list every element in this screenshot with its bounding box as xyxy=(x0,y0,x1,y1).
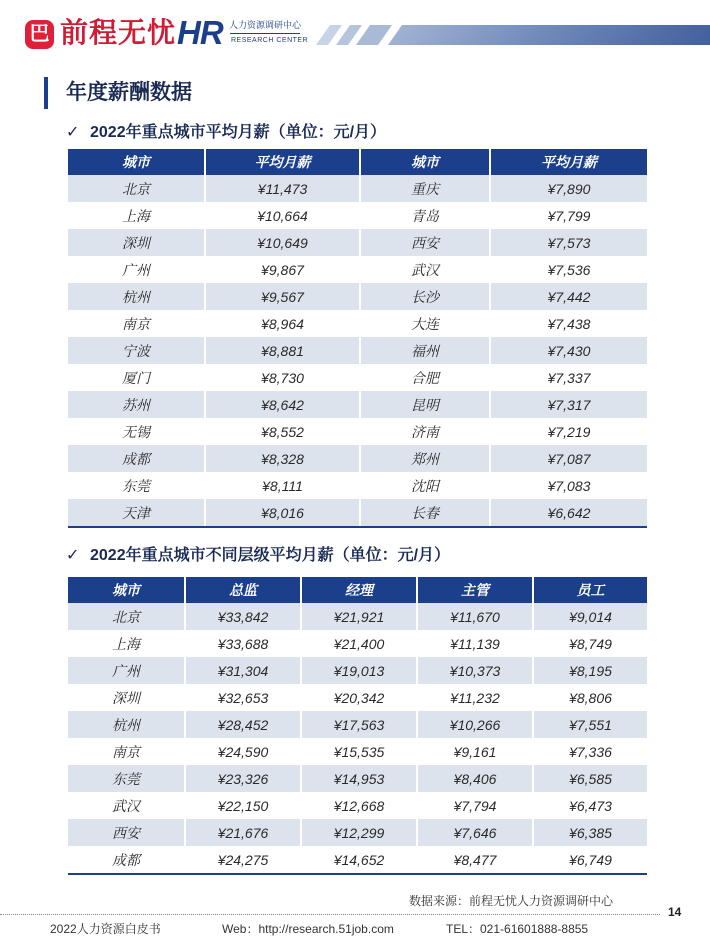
table-cell: 深圳 xyxy=(68,684,185,711)
table-cell: ¥21,921 xyxy=(301,603,417,630)
table-cell: ¥21,400 xyxy=(301,630,417,657)
table-cell: 深圳 xyxy=(68,229,205,256)
table-cell: ¥6,473 xyxy=(533,792,647,819)
hr-divider xyxy=(230,33,300,34)
table-cell: ¥8,477 xyxy=(417,846,533,874)
table-cell: 成都 xyxy=(68,846,185,874)
table1-heading: ✓ 2022年重点城市平均月薪（单位：元/月） xyxy=(66,122,386,144)
table-header-row xyxy=(68,577,647,603)
footer-book-title: 2022人力资源白皮书 xyxy=(50,922,161,936)
table-cell: ¥7,438 xyxy=(490,310,647,337)
table-cell: 郑州 xyxy=(360,445,490,472)
column-header: 经理 xyxy=(301,577,417,603)
table-cell: 东莞 xyxy=(68,765,185,792)
table-cell: ¥12,299 xyxy=(301,819,417,846)
table-row xyxy=(68,283,647,310)
footer-web: Web：http://research.51job.com xyxy=(222,922,394,936)
table-row xyxy=(68,364,647,391)
column-header: 平均月薪 xyxy=(205,149,360,175)
table-cell: ¥10,649 xyxy=(205,229,360,256)
table-cell: ¥11,139 xyxy=(417,630,533,657)
level-salary-table xyxy=(68,577,647,875)
table-cell: 福州 xyxy=(360,337,490,364)
table-cell: ¥21,676 xyxy=(185,819,301,846)
table-row xyxy=(68,657,647,684)
column-header: 城市 xyxy=(68,149,205,175)
column-header: 员工 xyxy=(533,577,647,603)
table-cell: 武汉 xyxy=(360,256,490,283)
table-cell: 成都 xyxy=(68,445,205,472)
table-cell: ¥7,573 xyxy=(490,229,647,256)
brand-logo-icon: 巴 xyxy=(25,20,54,49)
table-cell: ¥7,430 xyxy=(490,337,647,364)
table-cell: ¥10,266 xyxy=(417,711,533,738)
table-cell: ¥7,087 xyxy=(490,445,647,472)
table-cell: ¥24,590 xyxy=(185,738,301,765)
table-cell: 合肥 xyxy=(360,364,490,391)
header-stripes xyxy=(315,25,710,45)
footer-divider xyxy=(0,914,660,915)
table-cell: ¥6,749 xyxy=(533,846,647,874)
table-cell: 大连 xyxy=(360,310,490,337)
table-cell: ¥28,452 xyxy=(185,711,301,738)
section-accent-bar xyxy=(44,77,48,109)
section-title: 年度薪酬数据 xyxy=(66,81,192,104)
table-cell: ¥23,326 xyxy=(185,765,301,792)
table-cell: ¥8,749 xyxy=(533,630,647,657)
table-cell: 长春 xyxy=(360,499,490,527)
table-cell: ¥7,799 xyxy=(490,202,647,229)
hr-logo: HR xyxy=(177,14,223,51)
table-cell: 重庆 xyxy=(360,175,490,202)
table-cell: ¥7,219 xyxy=(490,418,647,445)
table-cell: ¥8,730 xyxy=(205,364,360,391)
table-cell: ¥7,317 xyxy=(490,391,647,418)
table-cell: ¥8,642 xyxy=(205,391,360,418)
table-cell: 南京 xyxy=(68,738,185,765)
checkmark-icon: ✓ xyxy=(66,124,80,141)
table-cell: ¥14,953 xyxy=(301,765,417,792)
table-cell: ¥6,385 xyxy=(533,819,647,846)
table-cell: ¥10,664 xyxy=(205,202,360,229)
table-row xyxy=(68,418,647,445)
table-cell: 武汉 xyxy=(68,792,185,819)
table-cell: ¥31,304 xyxy=(185,657,301,684)
table-cell: ¥7,890 xyxy=(490,175,647,202)
table-row xyxy=(68,229,647,256)
table-cell: ¥15,535 xyxy=(301,738,417,765)
footer-tel: TEL：021-61601888-8855 xyxy=(446,922,589,936)
table-cell: ¥8,406 xyxy=(417,765,533,792)
table-row xyxy=(68,445,647,472)
table-cell: ¥8,195 xyxy=(533,657,647,684)
table-cell: ¥7,083 xyxy=(490,472,647,499)
table-cell: ¥7,551 xyxy=(533,711,647,738)
table-cell: ¥8,552 xyxy=(205,418,360,445)
column-header: 城市 xyxy=(360,149,490,175)
hr-center-cn: 人力资源调研中心 xyxy=(229,20,302,30)
table-row xyxy=(68,765,647,792)
table-cell: 西安 xyxy=(360,229,490,256)
table-cell: 济南 xyxy=(360,418,490,445)
table-cell: ¥7,337 xyxy=(490,364,647,391)
table-cell: 长沙 xyxy=(360,283,490,310)
table-row xyxy=(68,603,647,630)
table-row xyxy=(68,175,647,202)
table-cell: ¥20,342 xyxy=(301,684,417,711)
table-cell: ¥11,232 xyxy=(417,684,533,711)
table-cell: 厦门 xyxy=(68,364,205,391)
hr-center-en: RESEARCH CENTER xyxy=(231,37,309,44)
table-cell: 南京 xyxy=(68,310,205,337)
table-cell: 广州 xyxy=(68,256,205,283)
table-row xyxy=(68,684,647,711)
table-cell: 杭州 xyxy=(68,283,205,310)
table-row xyxy=(68,472,647,499)
table-cell: 天津 xyxy=(68,499,205,527)
table-row xyxy=(68,310,647,337)
table-row xyxy=(68,499,647,527)
table-cell: 东莞 xyxy=(68,472,205,499)
table-cell: 无锡 xyxy=(68,418,205,445)
column-header: 总监 xyxy=(185,577,301,603)
table-cell: ¥33,842 xyxy=(185,603,301,630)
table-cell: ¥24,275 xyxy=(185,846,301,874)
table-cell: 广州 xyxy=(68,657,185,684)
table-cell: ¥8,328 xyxy=(205,445,360,472)
table-cell: 杭州 xyxy=(68,711,185,738)
table-cell: ¥8,881 xyxy=(205,337,360,364)
table-cell: 昆明 xyxy=(360,391,490,418)
table-row xyxy=(68,630,647,657)
table-cell: ¥9,567 xyxy=(205,283,360,310)
data-source-note: 数据来源：前程无忧人力资源调研中心 xyxy=(409,894,614,908)
table-cell: ¥11,670 xyxy=(417,603,533,630)
table-cell: ¥12,668 xyxy=(301,792,417,819)
table-cell: ¥8,111 xyxy=(205,472,360,499)
table-cell: ¥33,688 xyxy=(185,630,301,657)
table-cell: ¥7,794 xyxy=(417,792,533,819)
table-cell: ¥14,652 xyxy=(301,846,417,874)
table-cell: ¥11,473 xyxy=(205,175,360,202)
table-cell: 西安 xyxy=(68,819,185,846)
table-row xyxy=(68,391,647,418)
table-cell: 北京 xyxy=(68,175,205,202)
table-cell: ¥17,563 xyxy=(301,711,417,738)
table-row xyxy=(68,846,647,874)
table-cell: 沈阳 xyxy=(360,472,490,499)
table-row xyxy=(68,819,647,846)
page-number: 14 xyxy=(668,905,682,919)
table-cell: ¥10,373 xyxy=(417,657,533,684)
table-cell: ¥7,536 xyxy=(490,256,647,283)
table-cell: 宁波 xyxy=(68,337,205,364)
city-salary-table xyxy=(68,149,647,528)
column-header: 主管 xyxy=(417,577,533,603)
table-cell: ¥8,806 xyxy=(533,684,647,711)
table-cell: 苏州 xyxy=(68,391,205,418)
table-cell: ¥7,336 xyxy=(533,738,647,765)
table-cell: ¥6,585 xyxy=(533,765,647,792)
table2-heading: ✓ 2022年重点城市不同层级平均月薪（单位：元/月） xyxy=(66,545,450,567)
table-row xyxy=(68,738,647,765)
table-row xyxy=(68,792,647,819)
table-cell: ¥32,653 xyxy=(185,684,301,711)
table-cell: 上海 xyxy=(68,630,185,657)
table-row xyxy=(68,256,647,283)
table-row xyxy=(68,711,647,738)
table-cell: ¥19,013 xyxy=(301,657,417,684)
table-cell: ¥6,642 xyxy=(490,499,647,527)
table-cell: ¥8,964 xyxy=(205,310,360,337)
column-header: 平均月薪 xyxy=(490,149,647,175)
page-header xyxy=(0,0,710,60)
table-cell: 青岛 xyxy=(360,202,490,229)
table-cell: ¥22,150 xyxy=(185,792,301,819)
table-header-row xyxy=(68,149,647,175)
column-header: 城市 xyxy=(68,577,185,603)
brand-name: 前程无忧 xyxy=(60,17,177,48)
table-row xyxy=(68,202,647,229)
table-cell: ¥9,014 xyxy=(533,603,647,630)
table-cell: 北京 xyxy=(68,603,185,630)
table-cell: ¥7,442 xyxy=(490,283,647,310)
checkmark-icon: ✓ xyxy=(66,547,80,564)
table-cell: 上海 xyxy=(68,202,205,229)
table-cell: ¥9,161 xyxy=(417,738,533,765)
table-cell: ¥7,646 xyxy=(417,819,533,846)
table-cell: ¥8,016 xyxy=(205,499,360,527)
table-cell: ¥9,867 xyxy=(205,256,360,283)
table-row xyxy=(68,337,647,364)
